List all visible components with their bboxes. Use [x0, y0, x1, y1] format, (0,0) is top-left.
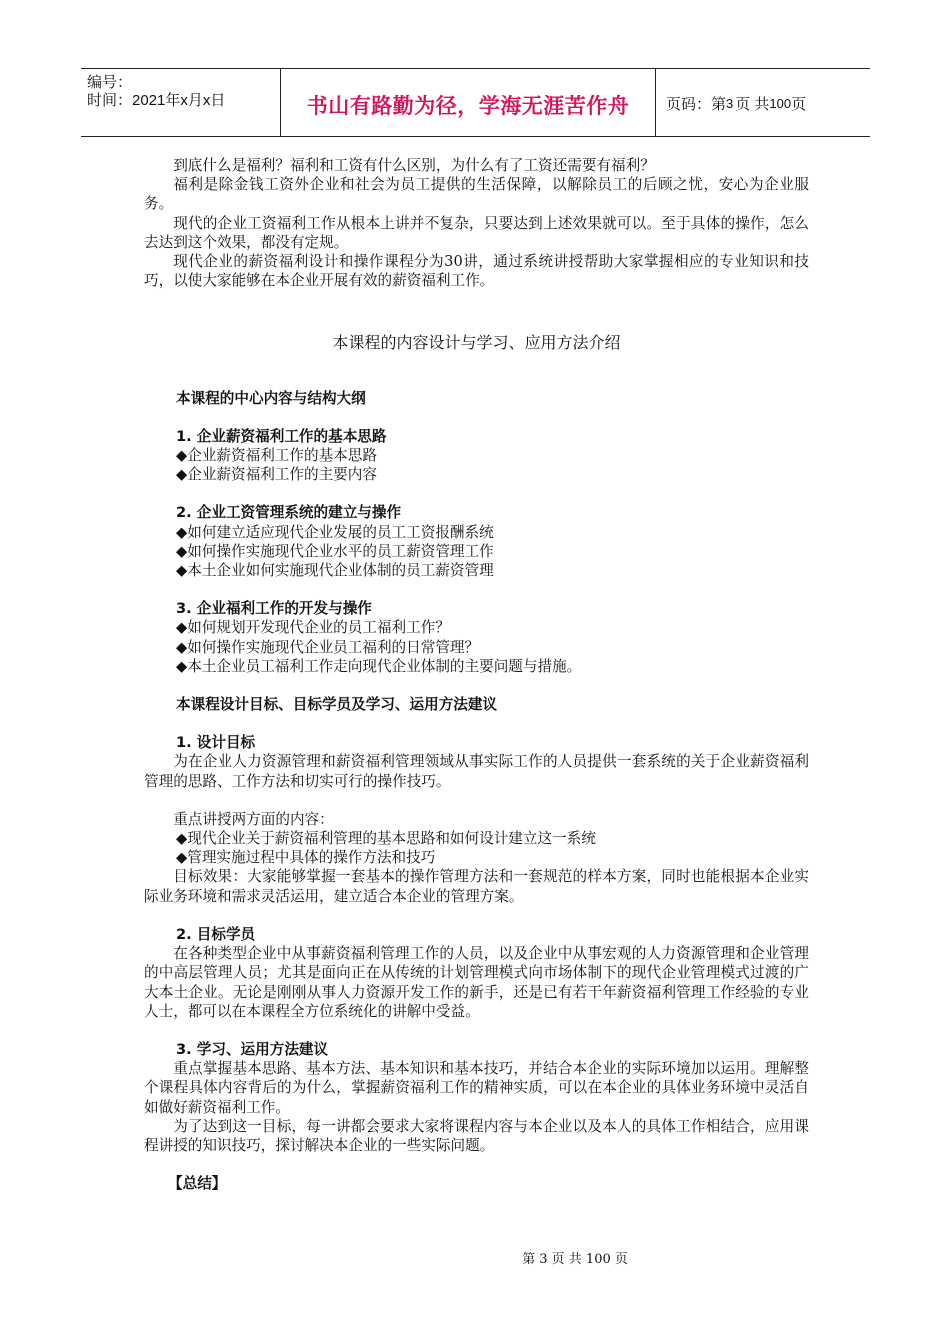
total-pages: 100: [769, 96, 792, 111]
method-text: 重点掌握基本思路、基本方法、基本知识和基本技巧，并结合本企业的实际环境加以运用。理解整个课程具体内容背后的为什么，掌握薪资福利工作的精神实质，可以在本企业的具体业务环境中灵活自如做好薪资福利工作。: [144, 1060, 809, 1116]
outline-item: ◆如何规划开发现代企业的员工福利工作？: [176, 619, 450, 637]
code-label: 编号：: [87, 74, 133, 91]
header-motto-cell: [281, 69, 656, 136]
students-title: 2. 目标学员: [176, 925, 256, 943]
outline-heading: 本课程的中心内容与结构大纲: [176, 389, 366, 407]
intro-paragraph: 福利是除金钱工资外企业和社会为员工提供的生活保障，以解除员工的后顾之忧，安心为企业服务。: [144, 176, 809, 213]
intro-paragraph: 现代的企业工资福利工作从根本上讲并不复杂，只要达到上述效果就可以。至于具体的操作，怎么去达到这个效果，都没有定规。: [144, 214, 809, 251]
page-end: 页: [791, 96, 807, 113]
page-footer: [0, 1248, 950, 1267]
focus-item: ◆管理实施过程中具体的操作方法和技巧: [176, 849, 436, 867]
page-label: 页码：第: [666, 96, 727, 113]
intro-paragraph: 现代企业的薪资福利设计和操作课程分为30讲，通过系统讲授帮助大家掌握相应的专业知识和技巧，以使大家能够在本企业开展有效的薪资福利工作。: [144, 253, 809, 290]
focus-item: ◆现代企业关于薪资福利管理的基本思路和如何设计建立这一系统: [176, 830, 596, 848]
outline-item: ◆本土企业如何实施现代企业体制的员工薪资管理: [176, 562, 494, 580]
footer-page-number: 第 3 页 共 100 页: [522, 1252, 628, 1267]
design-heading: 本课程设计目标、目标学员及学习、运用方法建议: [176, 696, 498, 714]
document-body: [144, 156, 809, 1193]
method-title: 3. 学习、运用方法建议: [176, 1040, 329, 1058]
outline-item: ◆企业薪资福利工作的主要内容: [176, 466, 377, 484]
outline-item: ◆本土企业员工福利工作走向现代企业体制的主要问题与措施。: [176, 657, 582, 675]
goal-text: 为在企业人力资源管理和薪资福利管理领域从事实际工作的人员提供一套系统的关于企业薪资福利管理的思路、工作方法和切实可行的操作技巧。: [144, 753, 809, 790]
outline-item: ◆企业薪资福利工作的基本思路: [176, 447, 377, 465]
outline-section-title: 1. 企业薪资福利工作的基本思路: [176, 427, 387, 445]
focus-intro: 重点讲授两方面的内容：: [173, 810, 334, 828]
page-number: 3: [726, 96, 734, 111]
section-title: 本课程的内容设计与学习、应用方法介绍: [332, 333, 621, 353]
motto: 书山有路勤为径，学海无涯苦作舟: [306, 93, 630, 118]
outline-section-title: 2. 企业工资管理系统的建立与操作: [176, 504, 402, 522]
page-header: [81, 68, 870, 137]
outline-item: ◆如何操作实施现代企业水平的员工薪资管理工作: [176, 542, 494, 560]
summary-label: 【总结】: [168, 1175, 227, 1193]
goal-title: 1. 设计目标: [176, 734, 256, 752]
time-label: 时间：2021年x月x日: [87, 92, 226, 109]
outline-item: ◆如何建立适应现代企业发展的员工工资报酬系统: [176, 523, 494, 541]
outline-section-title: 3. 企业福利工作的开发与操作: [176, 600, 372, 618]
header-meta: [81, 69, 281, 136]
outline-item: ◆如何操作实施现代企业员工福利的日常管理？: [176, 638, 480, 656]
intro-paragraph: 到底什么是福利？福利和工资有什么区别，为什么有了工资还需要有福利？: [173, 157, 655, 174]
students-text: 在各种类型企业中从事薪资福利管理工作的人员，以及企业中从事宏观的人力资源管理和企业管理的中高层管理人员；尤其是面向正在从传统的计划管理模式向市场体制下的现代企业管理模式过渡的广大本土企业。无论是刚刚从事人力资源开发工作的新手，还是已有若干年薪资福利管理工作经验的专业人士，都可以在本课程全方位系统化的讲解中受益。: [144, 945, 809, 1020]
header-page-info: [656, 71, 870, 136]
page-mid: 页 共: [735, 96, 770, 113]
effect-text: 目标效果：大家能够掌握一套基本的操作管理方法和一套规范的样本方案，同时也能根据本企业实际业务环境和需求灵活运用，建立适合本企业的管理方案。: [144, 868, 809, 905]
method-text: 为了达到这一目标，每一讲都会要求大家将课程内容与本企业以及本人的具体工作相结合，应用课程讲授的知识技巧，探讨解决本企业的一些实际问题。: [144, 1117, 809, 1154]
